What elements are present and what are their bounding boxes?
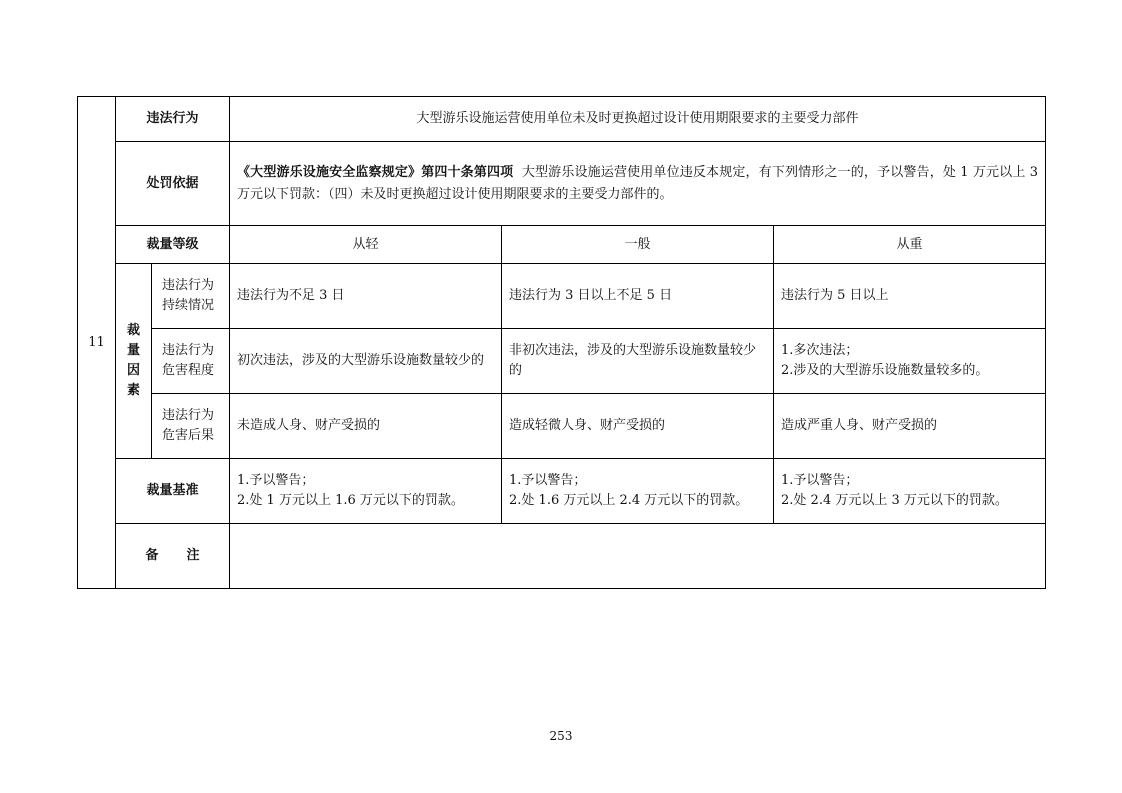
level-light: 从轻 [230, 226, 502, 264]
factor-duration-heavy: 违法行为 5 日以上 [774, 264, 1046, 329]
levels-row [78, 226, 1046, 264]
basis-law: 《大型游乐设施安全监察规定》第四十条第四项 [237, 164, 514, 180]
factor-consequence-normal: 造成轻微人身、财产受损的 [502, 394, 774, 459]
row-number: 11 [78, 97, 116, 589]
violation-label: 违法行为 [116, 97, 230, 142]
standard-row [78, 459, 1046, 524]
standard-heavy: 1.予以警告； 2.处 2.4 万元以上 3 万元以下的罚款。 [774, 459, 1046, 524]
standard-normal: 1.予以警告； 2.处 1.6 万元以上 2.4 万元以下的罚款。 [502, 459, 774, 524]
levels-label: 裁量等级 [116, 226, 230, 264]
level-heavy: 从重 [774, 226, 1046, 264]
factor-severity-normal: 非初次违法，涉及的大型游乐设施数量较少的 [502, 329, 774, 394]
standard-label: 裁量基准 [116, 459, 230, 524]
basis-label: 处罚依据 [116, 142, 230, 226]
violation-row [78, 97, 1046, 142]
factor-severity-light: 初次违法，涉及的大型游乐设施数量较少的 [230, 329, 502, 394]
basis-text: 大型游乐设施运营使用单位违反本规定，有下列情形之一的，予以警告，处 1 万元以上 3 万元以下罚款：（四）未及时更换超过设计使用期限要求的主要受力部件的。 [237, 164, 1039, 202]
violation-text: 大型游乐设施运营使用单位未及时更换超过设计使用期限要求的主要受力部件 [230, 97, 1046, 142]
standard-light: 1.予以警告； 2.处 1 万元以上 1.6 万元以下的罚款。 [230, 459, 502, 524]
factor-row [78, 329, 1046, 394]
basis-row [78, 142, 1046, 226]
factors-label: 裁 量 因 素 [116, 264, 152, 459]
factor-label-duration: 违法行为 持续情况 [152, 264, 230, 329]
factor-consequence-light: 未造成人身、财产受损的 [230, 394, 502, 459]
factor-duration-light: 违法行为不足 3 日 [230, 264, 502, 329]
factor-severity-heavy: 1.多次违法； 2.涉及的大型游乐设施数量较多的。 [774, 329, 1046, 394]
factor-label-severity: 违法行为 危害程度 [152, 329, 230, 394]
factor-row [78, 394, 1046, 459]
note-label: 备 注 [116, 524, 230, 589]
factor-label-consequence: 违法行为 危害后果 [152, 394, 230, 459]
factor-duration-normal: 违法行为 3 日以上不足 5 日 [502, 264, 774, 329]
note-row [78, 524, 1046, 589]
page-number: 253 [549, 729, 573, 743]
note-text [230, 524, 1046, 589]
basis-cell [230, 142, 1046, 226]
level-normal: 一般 [502, 226, 774, 264]
factor-consequence-heavy: 造成严重人身、财产受损的 [774, 394, 1046, 459]
factor-row [78, 264, 1046, 329]
penalty-table [77, 96, 1046, 589]
